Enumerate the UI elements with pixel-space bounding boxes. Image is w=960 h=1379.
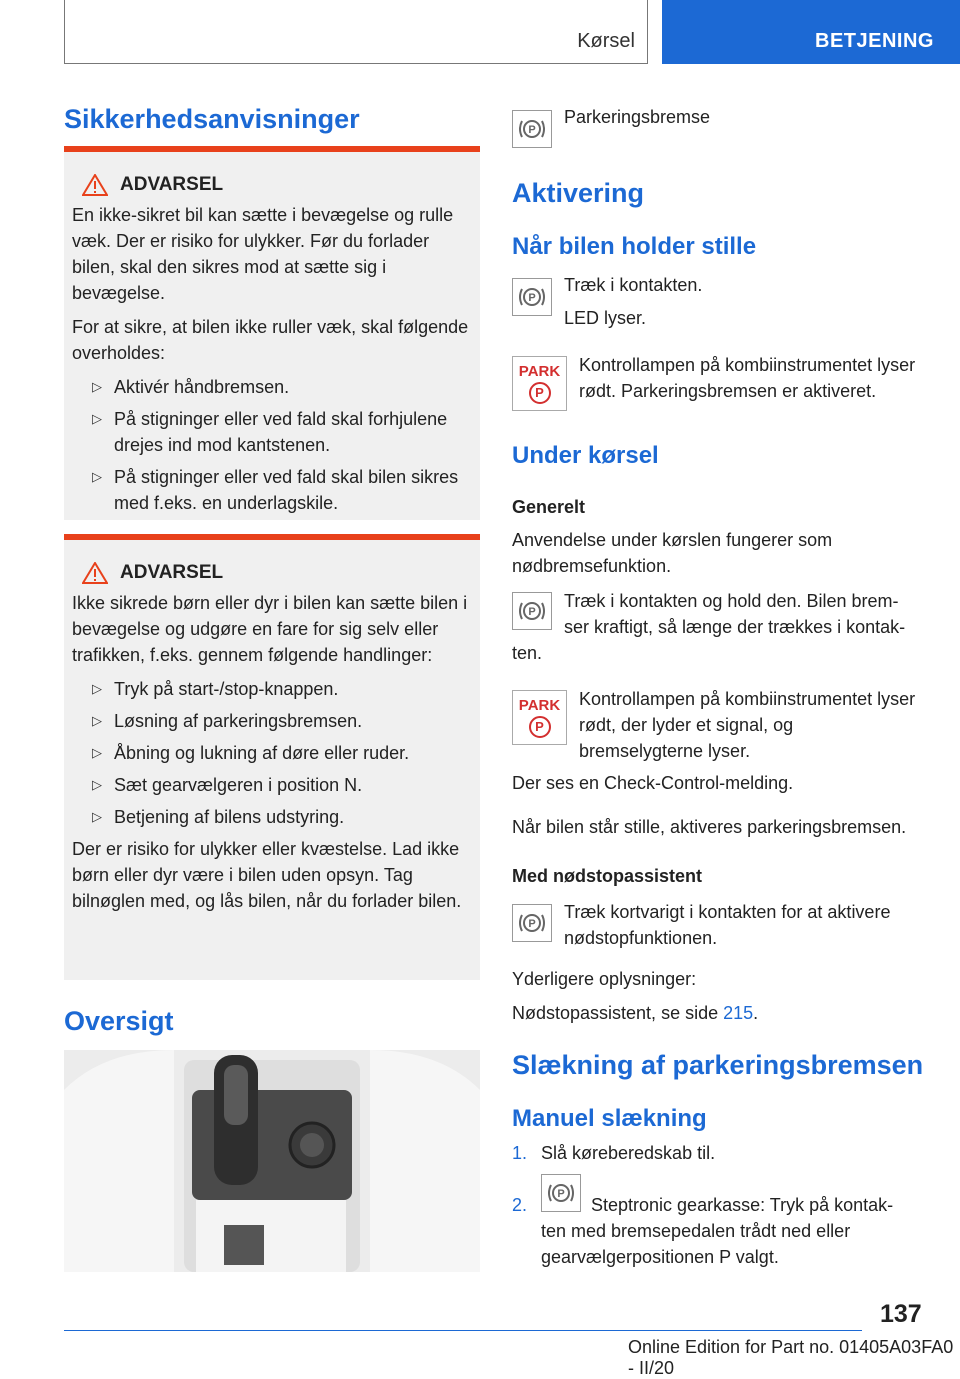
list-item: ▷ Aktivér håndbremsen. — [92, 374, 472, 400]
footer-divider — [64, 1330, 862, 1331]
list-item: ▷ Betjening af bilens udstyring. — [92, 804, 472, 830]
bullet-triangle-icon: ▷ — [92, 777, 102, 792]
step-text: Steptronic gearkasse: Tryk på kontak- — [591, 1195, 894, 1215]
bullet-triangle-icon: ▷ — [92, 745, 102, 760]
step-number: 2. — [512, 1195, 528, 1215]
subheading-emergency-assist: Med nødstopassistent — [512, 866, 703, 886]
warning-list — [72, 676, 472, 830]
center-console-illustration — [64, 1050, 480, 1272]
lamp-description: Kontrollampen på kombiinstrumentet lyser rødt. Parkeringsbremsen er aktiveret. — [579, 355, 916, 401]
list-item: ▷ Løsning af parkeringsbremsen. — [92, 708, 472, 734]
heading-manual-release: Manuel slækning — [512, 1105, 707, 1132]
bullet-triangle-icon: ▷ — [92, 713, 102, 728]
warning-text: En ikke-sikret bil kan sætte i bevægelse og rulle væk. Der er risiko for ulykker. Før du forlader bilen, skal den sikres mod at sætte sig i bevægelse. — [72, 205, 454, 303]
section-title-overview: Oversigt — [64, 1006, 174, 1036]
icon-caption: Parkeringsbremse — [564, 107, 711, 127]
svg-text:P: P — [528, 606, 536, 618]
step-text: ten med bremsepedalen trådt ned eller gearvælgerpositionen P valgt. — [541, 1221, 851, 1267]
lamp-description: Kontrollampen på kombiinstrumentet lyser rødt, der lyder et signal, og bremselygterne lyser. — [579, 689, 916, 761]
general-text: Anvendelse under kørslen fungerer som nødbremsefunktion. — [512, 530, 833, 576]
header-chapter-label: BETJENING — [815, 30, 934, 52]
svg-text:P: P — [528, 124, 536, 136]
park-warning-lamp-icon: PARK P — [512, 690, 567, 745]
section-title-safety: Sikkerhedsanvisninger — [64, 104, 360, 134]
list-item: ▷ Sæt gearvælgeren i position N. — [92, 772, 472, 798]
footer-edition: Online Edition for Part no. 01405A03FA0 - II/20 — [628, 1337, 954, 1378]
warning-box-1 — [64, 146, 480, 520]
instruction-text: LED lyser. — [564, 308, 647, 328]
subheading-general: Generelt — [512, 497, 586, 517]
svg-text:P: P — [528, 292, 536, 304]
warning-title-1 — [82, 174, 472, 196]
warning-list — [72, 374, 472, 516]
bullet-triangle-icon: ▷ — [92, 809, 102, 824]
warning-text: Ikke sikrede børn eller dyr i bilen kan sætte bilen i bevægelse og udgøre en fare for sig selv eller trafikken, f.eks. gennem følgende handlinger: — [72, 593, 468, 665]
list-item: ▷ Åbning og lukning af døre eller ruder. — [92, 740, 472, 766]
warning-label: ADVARSEL — [120, 174, 224, 195]
park-warning-lamp-icon: PARK P — [512, 356, 567, 411]
parking-brake-icon — [512, 278, 552, 316]
cross-reference: Nødstopassistent, se side 215. — [512, 1003, 759, 1023]
center-console-photo — [64, 1050, 480, 1272]
warning-label: ADVARSEL — [120, 562, 224, 583]
standstill-text: Når bilen står stille, aktiveres parkeringsbremsen. — [512, 817, 907, 837]
header-section-label: Kørsel — [577, 30, 635, 52]
warning-triangle-icon — [82, 562, 108, 584]
list-item: ▷ På stigninger eller ved fald skal bilen sikres med f.eks. en underlagskile. — [92, 464, 472, 516]
more-info-label: Yderligere oplysninger: — [512, 969, 697, 989]
heading-release: Slækning af parkeringsbremsen — [512, 1050, 924, 1080]
instruction-text: ten. — [512, 643, 543, 663]
bullet-triangle-icon: ▷ — [92, 379, 102, 394]
page-number: 137 — [880, 1300, 922, 1328]
warning-title-2 — [82, 562, 472, 584]
parking-brake-icon — [512, 110, 552, 148]
step-number: 1. — [512, 1143, 528, 1163]
header-chapter-tab[interactable] — [662, 0, 960, 64]
instruction-text: Træk i kontakten og hold den. Bilen brem- — [564, 591, 899, 611]
page-reference-link[interactable]: 215 — [723, 1003, 754, 1023]
check-control-text: Der ses en Check-Control-melding. — [512, 773, 794, 793]
instruction-text: ser kraftigt, så længe der trækkes i kontak- — [564, 617, 906, 637]
emergency-text: Træk kortvarigt i kontakten for at aktivere nødstopfunktionen. — [564, 902, 891, 948]
bullet-triangle-icon: ▷ — [92, 411, 102, 426]
list-item: ▷ På stigninger eller ved fald skal forhjulene drejes ind mod kantstenen. — [92, 406, 472, 458]
parking-brake-icon — [541, 1174, 581, 1212]
heading-standing-still: Når bilen holder stille — [512, 233, 757, 260]
warning-triangle-icon — [82, 174, 108, 196]
heading-activation: Aktivering — [512, 178, 645, 208]
bullet-triangle-icon: ▷ — [92, 681, 102, 696]
svg-text:P: P — [528, 918, 536, 930]
parking-brake-icon — [512, 592, 552, 630]
heading-while-driving: Under kørsel — [512, 442, 659, 469]
warning-box-2 — [64, 534, 480, 980]
list-item: ▷ Tryk på start-/stop-knappen. — [92, 676, 472, 702]
header-section-box — [64, 0, 648, 64]
step-text: Slå køreberedskab til. — [541, 1143, 716, 1163]
bullet-triangle-icon: ▷ — [92, 469, 102, 484]
svg-text:P: P — [557, 1188, 565, 1200]
warning-text: Der er risiko for ulykker eller kvæstelse. Lad ikke børn eller dyr være i bilen uden opsyn. Tag bilnøglen med, og lås bilen, når du forlader bilen. — [72, 839, 462, 911]
instruction-text: Træk i kontakten. — [564, 275, 703, 295]
parking-brake-icon — [512, 904, 552, 942]
warning-text: For at sikre, at bilen ikke ruller væk, skal følgende overholdes: — [72, 317, 469, 363]
